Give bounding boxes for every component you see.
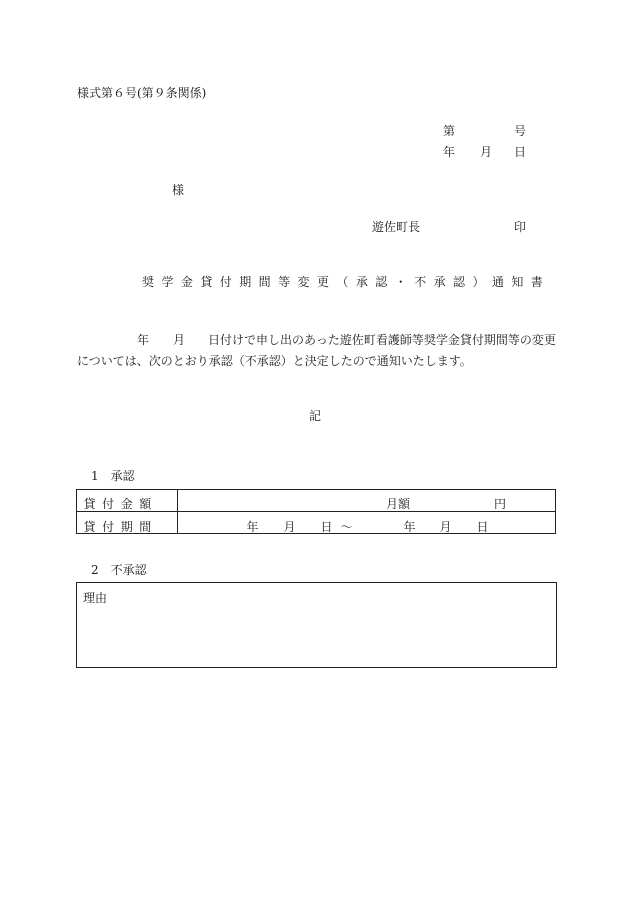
approval-table [76, 489, 556, 534]
doc-number-prefix: 第 [443, 124, 456, 138]
amount-yen: 円 [494, 497, 507, 511]
body-year: 年 [137, 333, 150, 347]
period-label: 貸付期間 [83, 519, 158, 534]
reason-label: 理由 [83, 591, 108, 605]
amount-value-cell [178, 490, 556, 512]
doc-number-suffix: 号 [514, 124, 527, 138]
period-tilde: ～ [340, 519, 353, 534]
section2-heading: 2 不承認 [91, 563, 147, 577]
table-row [77, 512, 556, 534]
period-to-year: 年 [403, 519, 416, 534]
date-month: 月 [480, 145, 493, 159]
period-value-cell [178, 512, 556, 534]
issuer-title: 遊佐町長 [372, 220, 421, 234]
form-number: 様式第６号(第９条関係) [77, 86, 207, 100]
document-title: 奨学金貸付期間等変更（承認・不承認）通知書 [142, 275, 551, 289]
period-from-day: 日 [320, 519, 333, 534]
body-line1-text: 日付けで申し出のあった遊佐町看護師等奨学金貸付期間等の変更 [208, 333, 556, 347]
date-year: 年 [443, 145, 456, 159]
recipient-suffix: 様 [172, 183, 185, 197]
amount-label-cell [77, 490, 178, 512]
ki-mark: 記 [309, 409, 322, 423]
issuer-seal: 印 [514, 220, 527, 234]
period-from-year: 年 [246, 519, 259, 534]
amount-monthly: 月額 [386, 497, 411, 511]
section1-heading: 1 承認 [91, 469, 135, 483]
amount-label: 貸付金額 [83, 496, 158, 511]
period-from-month: 月 [283, 519, 296, 534]
reason-box [76, 582, 557, 668]
date-day: 日 [514, 145, 527, 159]
period-to-month: 月 [439, 519, 452, 534]
period-label-cell [77, 512, 178, 534]
body-line2-text: については、次のとおり承認（不承認）と決定したので通知いたします。 [77, 354, 472, 368]
table-row [77, 490, 556, 512]
period-to-day: 日 [476, 519, 489, 534]
body-month: 月 [173, 333, 186, 347]
